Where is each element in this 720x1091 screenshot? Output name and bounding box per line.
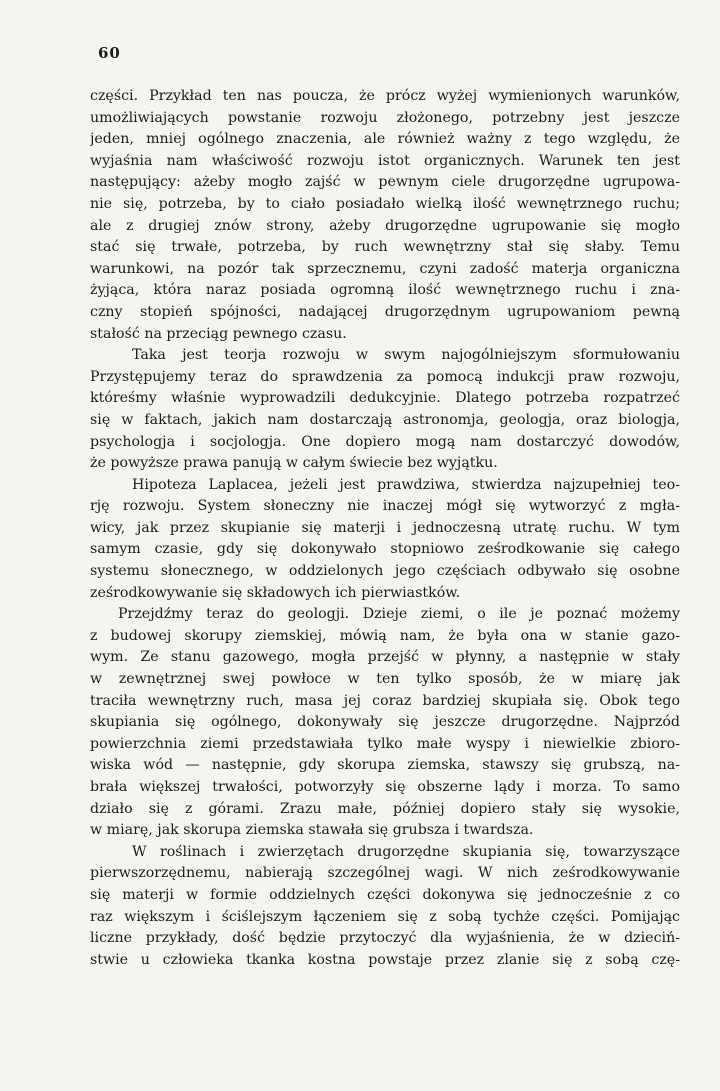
text-line: jeden, mniej ogólnego znaczenia, ale również ważny z tego względu, że — [90, 131, 680, 148]
text-line: samym czasie, gdy się dokonywało stopniowo ześrodkowanie się całego — [90, 541, 680, 558]
text-line: w miarę, jak skorupa ziemska stawała się grubsza i twardsza. — [90, 822, 534, 839]
text-line: czny stopień spójności, nadającej drugorzędnym ugrupowaniom pewną — [90, 303, 680, 320]
text-line: stałość na przeciąg pewnego czasu. — [90, 325, 347, 342]
text-line: się materji w formie oddzielnych części dokonywa się jednocześnie z co — [90, 886, 680, 903]
text-line: ale z drugiej znów strony, ażeby drugorzędne ugrupowanie się mogło — [90, 217, 680, 234]
text-line: następujący: ażeby mogło zajść w pewnym ciele drugorzędne ugrupowa- — [90, 174, 680, 191]
text-line: liczne przykłady, dość będzie przytoczyć dla wyjaśnienia, że w dzieciń- — [90, 930, 680, 947]
text-line: części. Przykład ten nas poucza, że prócz wyżej wymienionych warunków, — [90, 88, 680, 104]
text-line: wym. Ze stanu gazowego, mogła przejść w płynny, a następnie w stały — [90, 649, 680, 666]
text-line: warunkowi, na pozór tak sprzecznemu, czyni zadość materja organiczna — [90, 260, 680, 277]
text-line: że powyższe prawa panują w całym świecie bez wyjątku. — [90, 455, 498, 472]
body-text — [90, 86, 680, 971]
paragraph-start: Hipoteza Laplacea, jeżeli jest prawdziwa, stwierdza najzupełniej teo- — [132, 476, 680, 493]
text-line: wiska wód — następnie, gdy skorupa ziemska, stawszy się grubszą, na- — [90, 757, 680, 774]
text-line: któreśmy właśnie wyprowadzili dedukcyjnie. Dlatego potrzeba rozpatrzeć — [90, 390, 680, 407]
paragraph-start: Taka jest teorja rozwoju w swym najogólniejszym sformułowaniu — [132, 347, 680, 364]
text-line: powierzchnia ziemi przedstawiała tylko małe wyspy i niewielkie zbioro- — [90, 735, 680, 752]
text-line: się w faktach, jakich nam dostarczają astronomja, geologja, oraz biologja, — [90, 411, 680, 428]
text-line: raz większym i ściślejszym łączeniem się z sobą tychże części. Pomijając — [90, 908, 680, 925]
text-line: z budowej skorupy ziemskiej, mówią nam, że była ona w stanie gazo- — [90, 627, 680, 644]
text-line: żyjąca, która naraz posiada ogromną ilość wewnętrznego ruchu i zna- — [90, 282, 680, 299]
text-line: umożliwiających powstanie rozwoju złożonego, potrzebny jest jeszcze — [90, 109, 680, 126]
text-line: w zewnętrznej swej powłoce w ten tylko sposób, że w miarę jak — [90, 671, 680, 688]
text-line: nie się, potrzeba, by to ciało posiadało wielką ilość wewnętrznego ruchu; — [90, 195, 680, 212]
text-line: brała większej trwałości, potworzyły się obszerne lądy i morza. To samo — [90, 779, 680, 795]
page-number: 60 — [98, 44, 121, 62]
text-line: działo się z górami. Zrazu małe, później dopiero stały się wysokie, — [90, 800, 680, 817]
text-line: psychologja i socjologja. One dopiero mogą nam dostarczyć dowodów, — [90, 433, 680, 450]
text-line: ześrodkowywanie się składowych ich pierwiastków. — [90, 584, 461, 601]
text-line: Przystępujemy teraz do sprawdzenia za pomocą indukcji praw rozwoju, — [90, 368, 680, 385]
text-line: wyjaśnia nam właściwość rozwoju istot organicznych. Warunek ten jest — [90, 152, 680, 169]
text-line: stwie u człowieka tkanka kostna powstaje przez zlanie się z sobą czę- — [90, 951, 680, 968]
paragraph-start: W roślinach i zwierzętach drugorzędne skupiania się, towarzyszące — [132, 843, 680, 860]
text-line: traciła wewnętrzny ruch, masa jej coraz bardziej skupiała się. Obok tego — [90, 692, 680, 709]
text-line: pierwszorzędnemu, nabierają szczególnej wagi. W nich ześrodkowywanie — [90, 865, 680, 882]
paragraph-start: Przejdźmy teraz do geologji. Dzieje ziemi, o ile je poznać możemy — [118, 606, 680, 623]
text-line: wicy, jak przez skupianie się materji i jednoczesną utratę ruchu. W tym — [90, 519, 680, 536]
text-line: rję rozwoju. System słoneczny nie inaczej mógł się wytworzyć z mgła- — [90, 498, 680, 515]
text-line: stać się trwałe, potrzeba, by ruch wewnętrzny stał się słaby. Temu — [90, 239, 680, 256]
text-line: skupiania się ogólnego, dokonywały się jeszcze drugorzędne. Najprzód — [90, 714, 680, 731]
text-line: systemu słonecznego, w oddzielonych jego częściach odbywało się osobne — [90, 563, 680, 580]
